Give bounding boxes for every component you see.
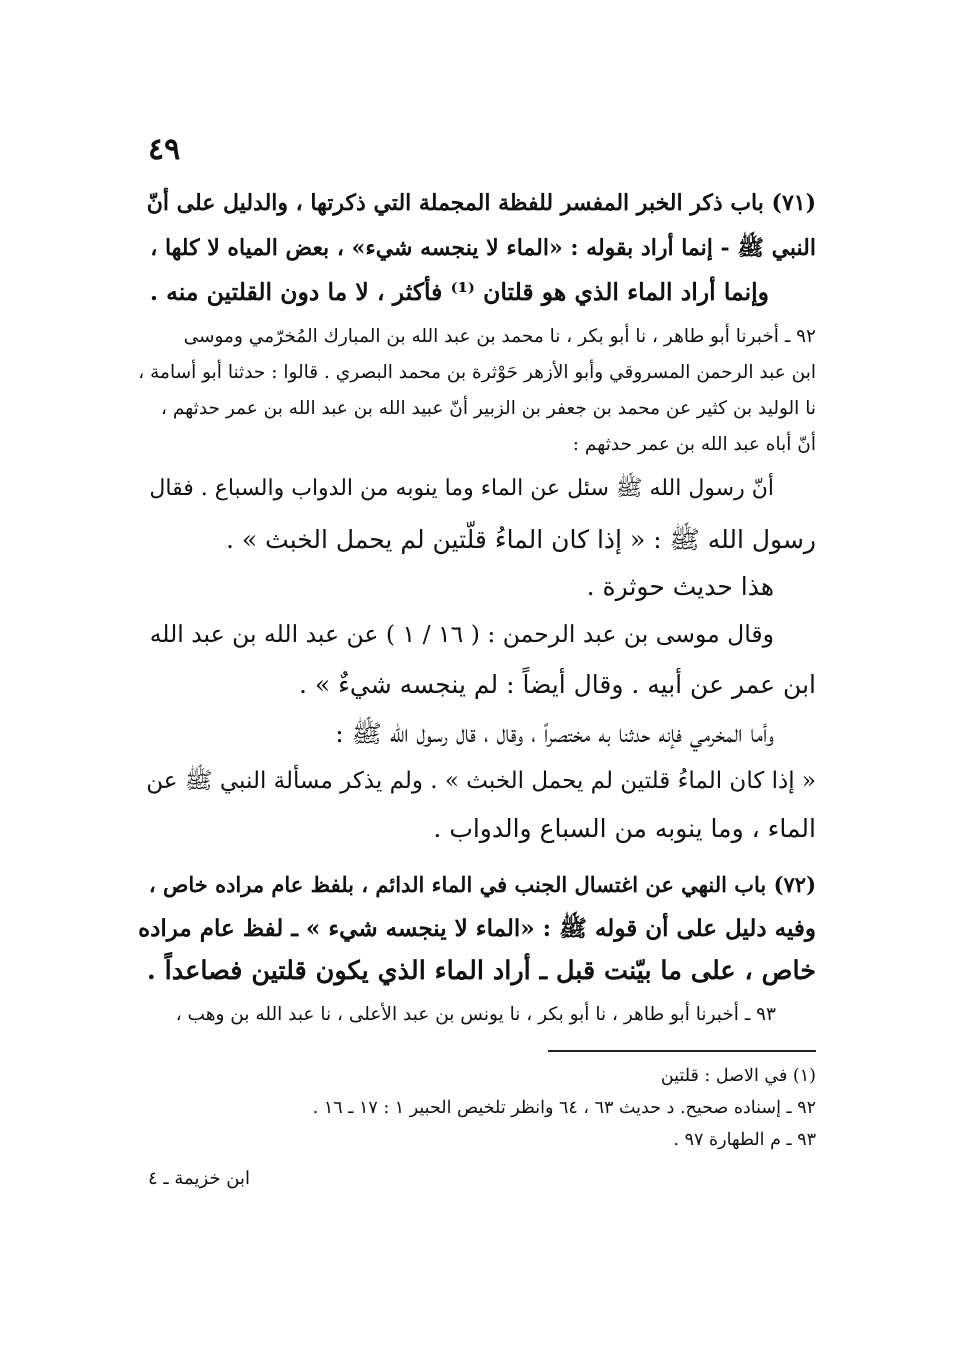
hadith-92-matn-line-1: أنّ رسول الله ﷺ سئل عن الماء وما ينوبه من الدواب والسباع . فقال [149, 476, 774, 501]
hadith-92-matn-line-4: وقال موسى بن عبد الرحمن : ( ١٦ / ١ ) عن عبد الله بن عبد الله [149, 620, 774, 648]
hadith-92-isnad-line-3: نا الوليد بن كثير عن محمد بن جعفر بن الزبير أنّ عبيد الله بن عبد الله بن عمر حدثهم ، [160, 398, 816, 419]
hadith-92-isnad-line-1: ٩٢ ـ أخبرنا أبو طاهر ، نا أبو بكر ، نا محمد بن عبد الله بن المبارك المُخرّمي وموسى [183, 326, 816, 347]
hadith-92-matn-line-5: ابن عمر عن أبيه . وقال أيضاً : لم ينجسه شيءٌ » . [298, 670, 816, 699]
chapter-heading-72-line-2: وفيه دليل على أن قوله ﷺ : «الماء لا ينجسه شيء » ـ لفظ عام مراده [138, 915, 816, 942]
chapter-heading-71-line-1: (٧١) باب ذكر الخبر المفسر للفظة المجملة التي ذكرتها ، والدليل على أنّ [146, 190, 816, 216]
hadith-92-isnad-line-4: أنّ أباه عبد الله بن عمر حدثهم : [572, 434, 816, 455]
page-number: ٤٩ [148, 132, 181, 167]
hadith-92-isnad-line-2: ابن عبد الرحمن المسروقي وأبو الأزهر حَوْثرة بن محمد البصري . قالوا : حدثنا أبو أسامة ، [138, 362, 816, 383]
hadith-93-isnad-line: ٩٣ ـ أخبرنا أبو طاهر ، نا أبو بكر ، نا يونس بن عبد الأعلى ، نا عبد الله بن وهب ، [175, 1004, 776, 1025]
hadith-92-matn-line-8: الماء ، وما ينوبه من السباع والدواب . [433, 814, 816, 843]
hadith-92-matn-line-6: وأما المخرمي فإنه حدثنا به مختصراً ، وقال ، قال رسول الله ﷺ : [335, 719, 774, 748]
chapter-heading-71-line-2: النبي ﷺ - إنما أراد بقوله : «الماء لا ينجسه شيء» ، بعض المياه لا كلها ، [150, 235, 816, 261]
hadith-92-matn-line-7: « إذا كان الماءُ قلتين لم يحمل الخبث » . ولم يذكر مسألة النبي ﷺ عن [146, 768, 816, 794]
footnote-93: ٩٣ ـ م الطهارة ٩٧ . [673, 1130, 816, 1150]
chapter-heading-72-line-1: (٧٢) باب النهي عن اغتسال الجنب في الماء الدائم ، بلفظ عام مراده خاص ، [148, 872, 816, 897]
footnote-divider [548, 1050, 816, 1052]
hadith-92-note-line: هذا حديث حوثرة . [586, 572, 774, 601]
chapter-heading-72-line-3: خاص ، على ما بيّنت قبل ـ أراد الماء الذي يكون قلتين فصاعداً . [146, 956, 816, 986]
footer-signature: ابن خزيمة ـ ٤ [148, 1168, 250, 1189]
footnote-92: ٩٢ ـ إسناده صحيح. د حديث ٦٣ ، ٦٤ وانظر تلخيص الحبير ١ : ١٧ ـ ١٦ . [312, 1098, 816, 1118]
footnote-1: (١) في الاصل : قلتين [660, 1066, 816, 1086]
hadith-92-matn-line-2: رسول الله ﷺ : « إذا كان الماءُ قلّتين لم يحمل الخبث » . [226, 525, 816, 554]
chapter-heading-71-line-3: وإنما أراد الماء الذي هو قلتان ⁽¹⁾ فأكثر ، لا ما دون القلتين منه . [149, 278, 769, 306]
